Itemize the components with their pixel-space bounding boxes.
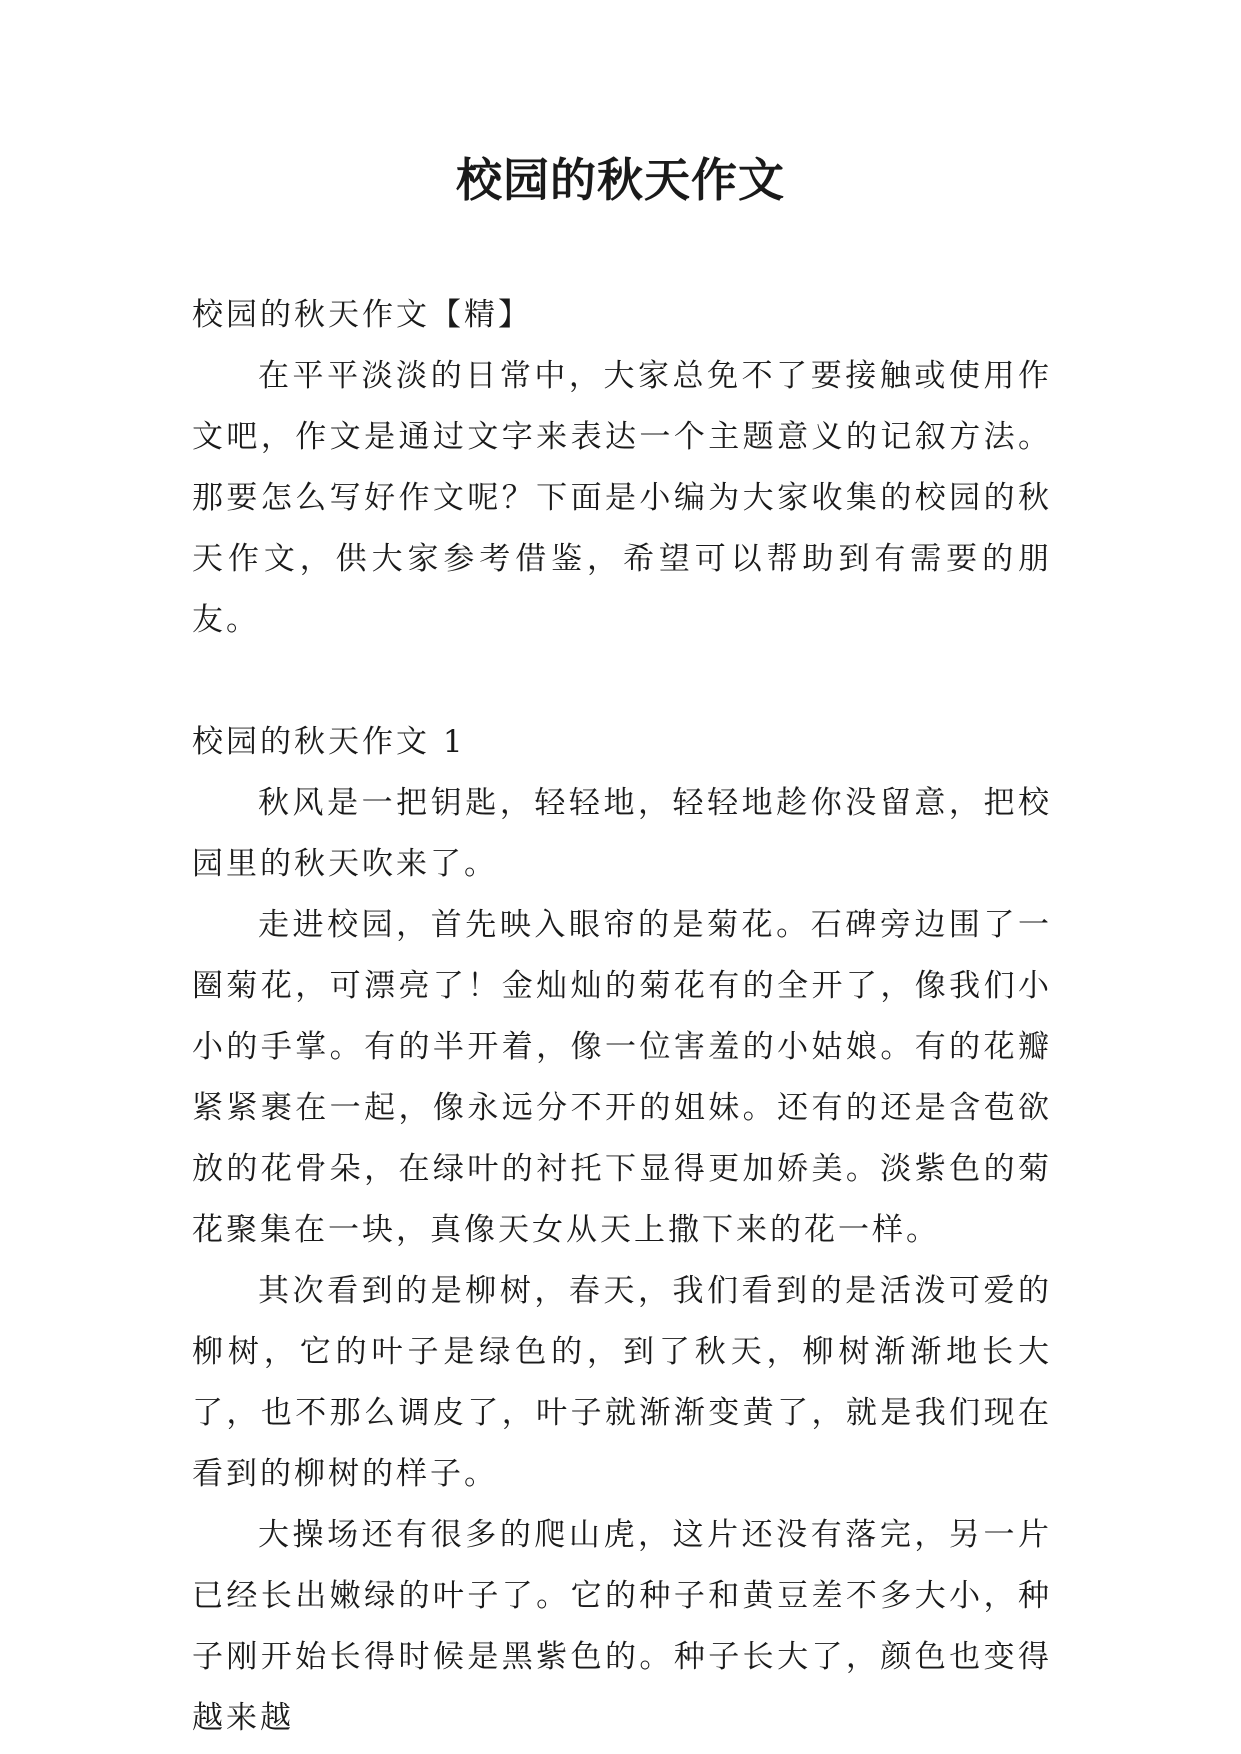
- body-paragraph: 其次看到的是柳树，春天，我们看到的是活泼可爱的柳树，它的叶子是绿色的，到了秋天，柳树渐渐地长大了，也不那么调皮了，叶子就渐渐变黄了，就是我们现在看到的柳树的样子。: [192, 1273, 1052, 1492]
- intro-paragraph: 在平平淡淡的日常中，大家总免不了要接触或使用作文吧，作文是通过文字来表达一个主题意义的记叙方法。那要怎么写好作文呢？下面是小编为大家收集的校园的秋天作文，供大家参考借鉴，希望可以帮助到有需要的朋友。: [192, 358, 1052, 638]
- body-paragraph: 大操场还有很多的爬山虎，这片还没有落完，另一片已经长出嫩绿的叶子了。它的种子和黄豆差不多大小，种子刚开始长得时候是黑紫色的。种子长大了，颜色也变得越来越: [192, 1517, 1052, 1736]
- section-heading: 校园的秋天作文 1: [192, 724, 466, 760]
- document-title: 校园的秋天作文: [456, 153, 785, 207]
- section-spacer: [192, 651, 1052, 712]
- body-paragraph: 秋风是一把钥匙，轻轻地，轻轻地趁你没留意，把校园里的秋天吹来了。: [192, 785, 1052, 882]
- subtitle: 校园的秋天作文【精】: [192, 297, 532, 333]
- document-body: [192, 285, 1052, 1749]
- body-paragraph: 走进校园，首先映入眼帘的是菊花。石碑旁边围了一圈菊花，可漂亮了！金灿灿的菊花有的全开了，像我们小小的手掌。有的半开着，像一位害羞的小姑娘。有的花瓣紧紧裹在一起，像永远分不开的姐妹。还有的还是含苞欲放的花骨朵，在绿叶的衬托下显得更加娇美。淡紫色的菊花聚集在一块，真像天女从天上撒下来的花一样。: [192, 907, 1052, 1248]
